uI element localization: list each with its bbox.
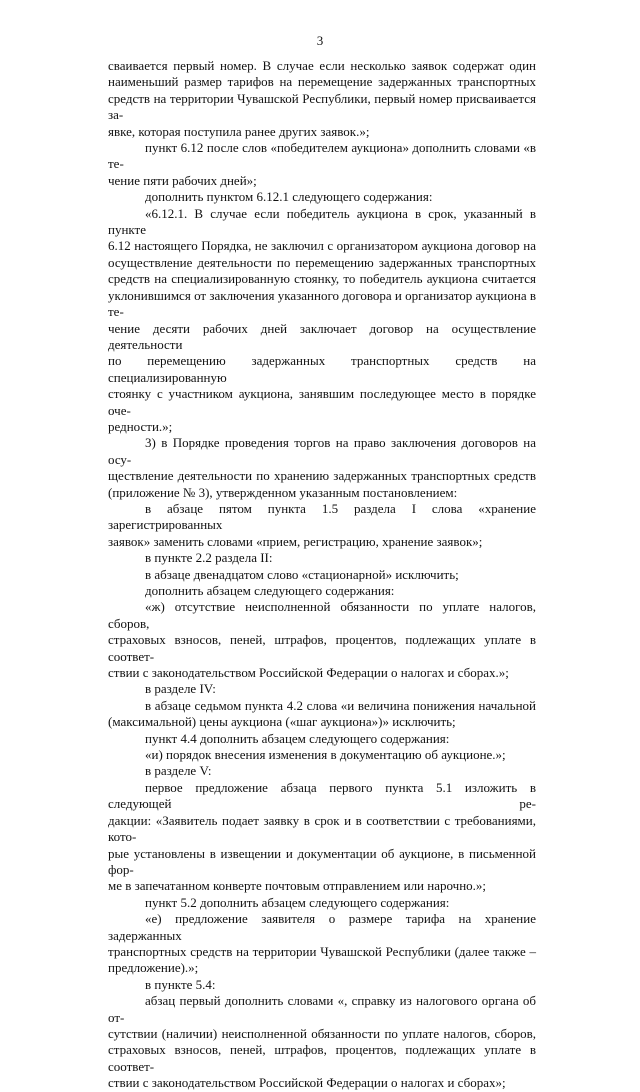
text-line: страховых взносов, пеней, штрафов, процентов, подлежащих уплате в соответ-: [108, 1042, 536, 1074]
text-line: редности.»;: [108, 418, 173, 434]
paragraph: [108, 189, 536, 205]
paragraph: [108, 698, 536, 731]
text-line: 3) в Порядке проведения торгов на право заключения договоров на осу-: [108, 435, 536, 467]
text-line: в абзаце седьмом пункта 4.2 слова «и величина понижения начальной: [145, 697, 536, 713]
text-line: сваивается первый номер. В случае если несколько заявок содержат один: [108, 58, 536, 73]
text-line: уклонившимся от заключения указанного договора и организатор аукциона в те-: [108, 287, 536, 320]
text-line: первое предложение абзаца первого пункта 5.1 изложить в следующей ре-: [108, 779, 536, 812]
paragraph: [108, 435, 536, 501]
text-line: стоянку с участником аукциона, занявшим последующее место в порядке оче-: [108, 386, 536, 418]
paragraph: [108, 993, 536, 1091]
text-line: ствии с законодательством Российской Федерации о налогах и сборах.»;: [108, 665, 509, 681]
text-line: заявок» заменить словами «прием, регистрацию, хранение заявок»;: [108, 533, 483, 549]
paragraph: [108, 747, 536, 763]
text-line: по перемещению задержанных транспортных средств на специализированную: [108, 353, 536, 385]
paragraph: [108, 140, 536, 189]
text-line: транспортных средств на территории Чувашской Республики (далее также –: [108, 943, 536, 959]
paragraph: [108, 567, 536, 583]
text-line: (максимальной) цены аукциона («шаг аукциона»)» исключить;: [108, 714, 456, 730]
text-line: ме в запечатанном конверте почтовым отправлением или нарочно.»;: [108, 878, 487, 894]
text-line: осуществление деятельности по перемещению задержанных транспортных: [108, 254, 536, 270]
paragraph: [108, 977, 536, 993]
text-line: «е) предложение заявителя о размере тарифа на хранение задержанных: [108, 911, 536, 943]
text-line: ствии с законодательством Российской Федерации о налогах и сборах»;: [108, 1075, 506, 1091]
text-line: (приложение № 3), утвержденном указанным постановлением:: [108, 484, 458, 500]
text-line: пункт 4.4 дополнить абзацем следующего содержания:: [145, 730, 450, 746]
text-line: «и) порядок внесения изменения в документацию об аукционе.»;: [145, 747, 506, 763]
paragraph: [108, 895, 536, 911]
paragraph: [108, 731, 536, 747]
text-line: в разделе IV:: [145, 681, 216, 697]
text-line: в пункте 5.4:: [145, 976, 216, 992]
paragraph: [108, 911, 536, 977]
text-line: сутствии (наличии) неисполненной обязанности по уплате налогов, сборов,: [108, 1025, 536, 1041]
text-line: абзац первый дополнить словами «, справку из налогового органа об от-: [108, 993, 536, 1025]
text-line: чение пяти рабочих дней»;: [108, 172, 257, 188]
text-line: в абзаце пятом пункта 1.5 раздела I слова «хранение зарегистрированных: [108, 500, 536, 533]
paragraph: [108, 206, 536, 436]
paragraph: [108, 58, 536, 140]
text-line: средств на территории Чувашской Республики, первый номер присваивается за-: [108, 90, 536, 123]
text-line: дополнить абзацем следующего содержания:: [145, 583, 395, 598]
page-number: 3: [316, 33, 324, 48]
text-line: страховых взносов, пеней, штрафов, процентов, подлежащих уплате в соответ-: [108, 632, 536, 664]
paragraph: [108, 599, 536, 681]
text-line: в пункте 2.2 раздела II:: [145, 550, 273, 566]
text-line: «6.12.1. В случае если победитель аукциона в срок, указанный в пункте: [108, 205, 536, 238]
text-line: в абзаце двенадцатом слово «стационарной» исключить;: [145, 566, 459, 582]
text-line: наименьший размер тарифов на перемещение задержанных транспортных: [108, 74, 536, 90]
document-body: [108, 58, 536, 1092]
text-line: в разделе V:: [145, 763, 212, 779]
paragraph: [108, 501, 536, 550]
paragraph: [108, 763, 536, 779]
text-line: дополнить пунктом 6.12.1 следующего содержания:: [145, 189, 433, 205]
paragraph: [108, 550, 536, 566]
paragraph: [108, 583, 536, 599]
text-line: ществление деятельности по хранению задержанных транспортных средств: [108, 468, 536, 484]
text-line: 6.12 настоящего Порядка, не заключил с организатором аукциона договор на: [108, 238, 536, 254]
text-line: предложение).»;: [108, 960, 199, 976]
paragraph: [108, 681, 536, 697]
text-line: чение десяти рабочих дней заключает договор на осуществление деятельности: [108, 320, 536, 352]
text-line: «ж) отсутствие неисполненной обязанности по уплате налогов, сборов,: [108, 599, 536, 631]
text-line: дакции: «Заявитель подает заявку в срок и в соответствии с требованиями, кото-: [108, 812, 536, 845]
text-line: пункт 6.12 после слов «победителем аукциона» дополнить словами «в те-: [108, 140, 536, 172]
text-line: явке, которая поступила ранее других заявок.»;: [108, 123, 370, 139]
text-line: пункт 5.2 дополнить абзацем следующего содержания:: [145, 894, 450, 910]
text-line: средств на специализированную стоянку, то победитель аукциона считается: [108, 271, 536, 287]
paragraph: [108, 780, 536, 895]
text-line: рые установлены в извещении и документации об аукционе, в письменной фор-: [108, 845, 536, 877]
